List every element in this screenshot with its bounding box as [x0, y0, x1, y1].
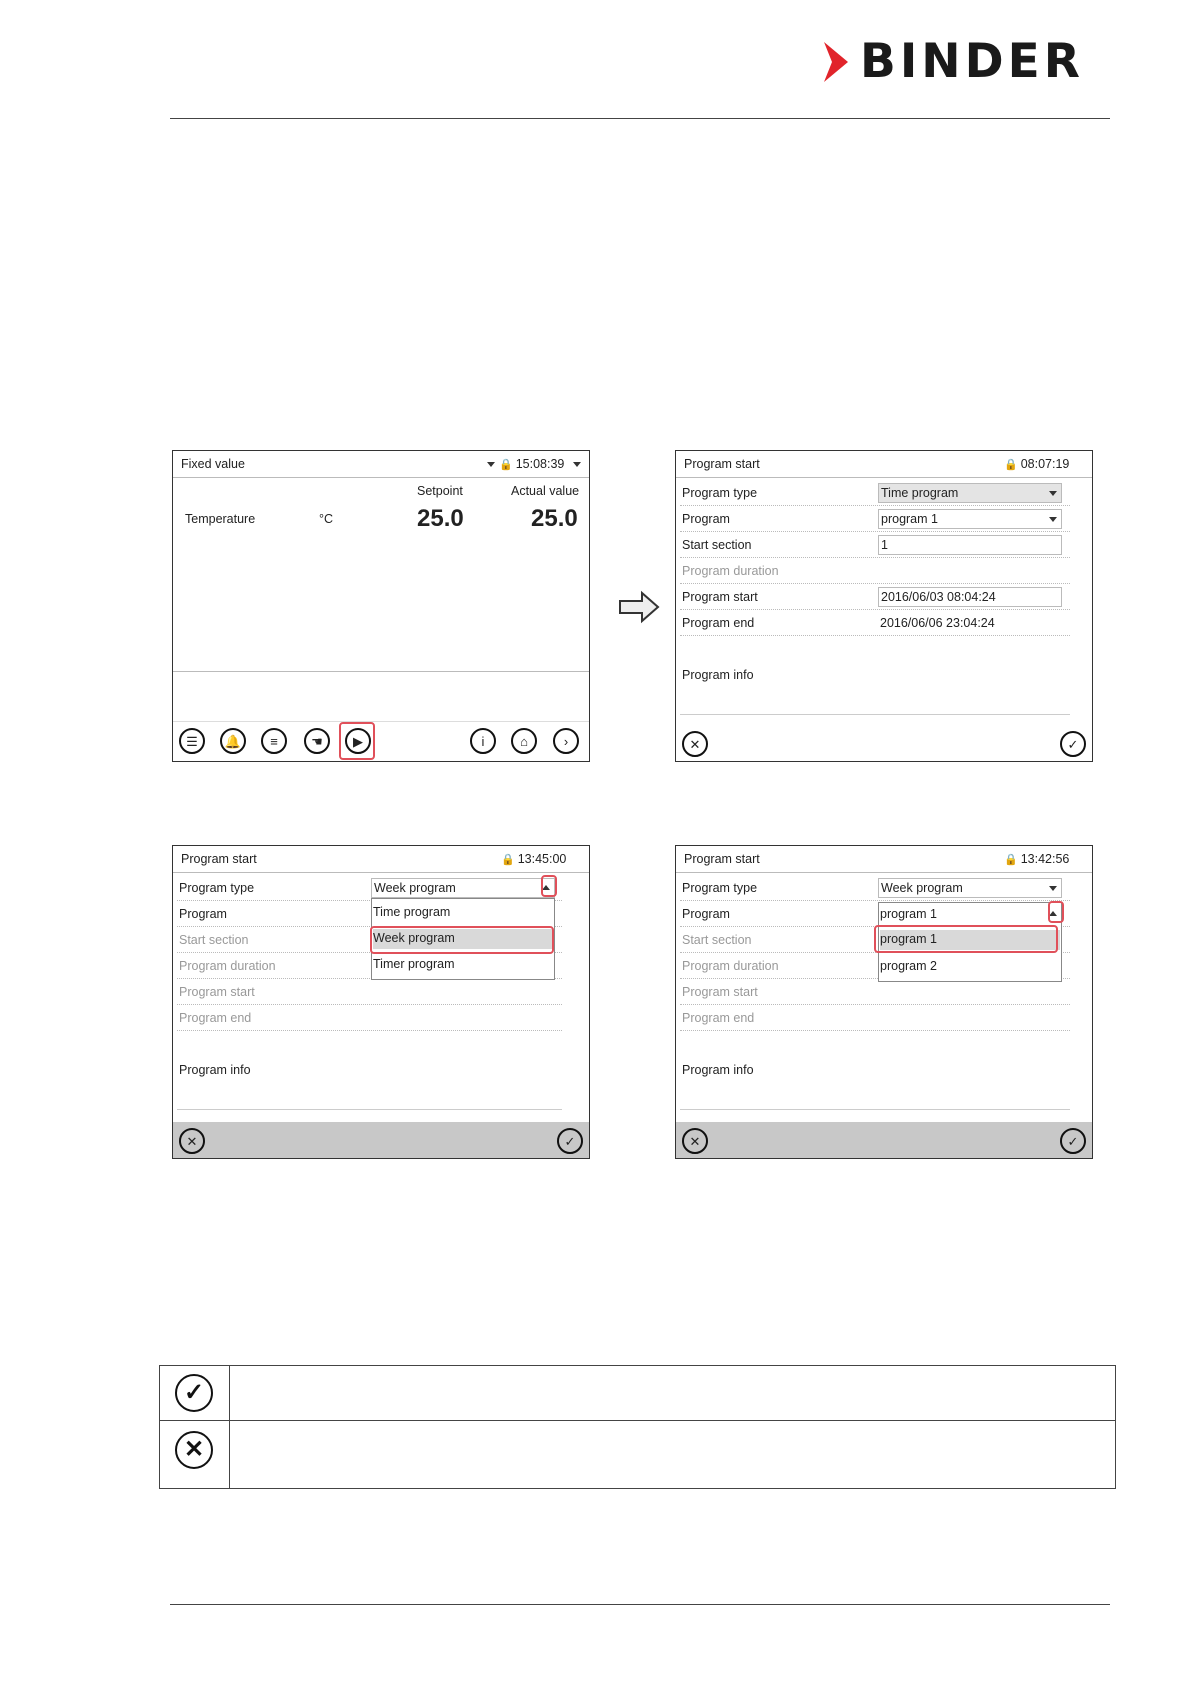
home-icon[interactable]: ⌂: [511, 728, 537, 754]
row-label: Program end: [682, 616, 755, 630]
menu-icon[interactable]: ☰: [179, 728, 205, 754]
row-label: Program duration: [179, 959, 276, 973]
row-label: Program duration: [682, 564, 779, 578]
program-info-label: Program info: [682, 1063, 754, 1077]
next-icon[interactable]: ›: [553, 728, 579, 754]
divider: [177, 1109, 562, 1110]
temperature-label: Temperature: [185, 512, 256, 526]
row-label: Program start: [682, 985, 758, 999]
checkmark-icon[interactable]: ✓: [557, 1128, 583, 1154]
row-label: Program start: [682, 590, 758, 604]
clock: [1004, 457, 1069, 471]
icon-legend-table: [159, 1365, 1116, 1489]
select-value: program 1: [881, 512, 938, 526]
divider: [173, 721, 589, 722]
program-type-select[interactable]: [878, 483, 1062, 503]
notes-icon[interactable]: ≡: [261, 728, 287, 754]
row-program-type: [680, 481, 1070, 506]
program-type-select[interactable]: [878, 878, 1062, 898]
clock-text: 15:08:39: [515, 457, 565, 471]
dropdown-option[interactable]: program 2: [880, 959, 937, 973]
divider: [680, 714, 1070, 715]
titlebar: [676, 451, 1092, 478]
unit-label: °C: [319, 512, 334, 526]
lock-icon: 🔒: [1004, 459, 1018, 471]
row-label: Start section: [682, 538, 752, 552]
bottom-bar: [676, 725, 1092, 761]
dropdown-option-selected[interactable]: Week program: [373, 929, 553, 949]
chevron-down-icon: [1049, 886, 1057, 891]
select-value: Week program: [881, 881, 963, 895]
row-label: Program start: [179, 985, 255, 999]
row-program-duration: [680, 559, 1070, 584]
row-label: Start section: [682, 933, 752, 947]
chevron-down-icon[interactable]: [573, 462, 581, 467]
highlight-frame: [1048, 901, 1064, 923]
titlebar: [173, 451, 589, 478]
highlight-frame: [541, 875, 557, 897]
row-label: Program end: [682, 1011, 755, 1025]
screen-program-type-dropdown: [172, 845, 590, 1159]
column-divider: [229, 1366, 230, 1488]
bottom-bar: [173, 1122, 589, 1158]
screen-program-start: [675, 450, 1093, 762]
highlight-frame: [339, 722, 375, 760]
screen-title: Program start: [684, 457, 760, 471]
actual-value-header: Actual value: [511, 484, 580, 498]
row-label: Program duration: [682, 959, 779, 973]
row-label: Program type: [682, 881, 758, 895]
row-program-end: [680, 1006, 1070, 1031]
clock: [1004, 852, 1069, 866]
row-program: [680, 507, 1070, 532]
clock-text: 13:45:00: [517, 852, 567, 866]
header-rule: [170, 118, 1110, 119]
start-section-input[interactable]: [878, 535, 1062, 555]
lock-icon: 🔒: [501, 854, 515, 866]
binder-logo-mark: [822, 40, 850, 84]
select-value: Time program: [881, 486, 959, 500]
manual-icon[interactable]: ☚: [304, 728, 330, 754]
row-program-type: [680, 876, 1070, 901]
row-label: Program: [682, 907, 730, 921]
program-end-value: 2016/06/06 23:04:24: [880, 616, 995, 630]
row-program-end: [177, 1006, 562, 1031]
actual-value: 25.0: [531, 505, 578, 532]
cancel-icon[interactable]: ✕: [682, 731, 708, 757]
row-program-start: [680, 980, 1070, 1005]
program-start-icon[interactable]: ▶: [345, 728, 371, 754]
chevron-down-icon: [1049, 517, 1057, 522]
row-label: Start section: [179, 933, 249, 947]
screen-title: Program start: [684, 852, 760, 866]
divider: [680, 1109, 1070, 1110]
info-icon[interactable]: i: [470, 728, 496, 754]
screen-title: Fixed value: [181, 457, 245, 471]
lock-icon: 🔒: [1004, 854, 1018, 866]
program-select[interactable]: [878, 509, 1062, 529]
select-value: Week program: [374, 881, 456, 895]
arrow-right-icon: [618, 590, 660, 624]
program-type-select[interactable]: [371, 878, 555, 898]
screen-fixed-value: [172, 450, 590, 762]
program-start-input[interactable]: [878, 587, 1062, 607]
checkmark-icon[interactable]: ✓: [1060, 1128, 1086, 1154]
row-label: Program end: [179, 1011, 252, 1025]
row-program-start: [680, 585, 1070, 610]
cancel-icon: ✕: [175, 1431, 213, 1469]
checkmark-icon: ✓: [175, 1374, 213, 1412]
cancel-icon[interactable]: ✕: [682, 1128, 708, 1154]
cancel-icon[interactable]: ✕: [179, 1128, 205, 1154]
screen-program-dropdown: [675, 845, 1093, 1159]
row-label: Program: [682, 512, 730, 526]
row-divider: [160, 1420, 1115, 1421]
row-program-start: [177, 980, 562, 1005]
program-info-label: Program info: [682, 668, 754, 682]
dropdown-option[interactable]: Time program: [373, 905, 451, 919]
titlebar: [173, 846, 589, 873]
chevron-down-icon: [1049, 491, 1057, 496]
highlight-frame: [370, 926, 554, 954]
bottom-bar: [676, 1122, 1092, 1158]
input-value: 2016/06/03 08:04:24: [881, 590, 996, 604]
divider: [173, 671, 589, 672]
setpoint-header: Setpoint: [417, 484, 463, 498]
dropdown-option[interactable]: Timer program: [373, 957, 455, 971]
lock-icon: 🔒: [499, 459, 513, 471]
binder-logo: [822, 34, 1084, 89]
row-label: Program type: [179, 881, 255, 895]
clock-text: 13:42:56: [1020, 852, 1070, 866]
program-info-label: Program info: [179, 1063, 251, 1077]
dropdown-option[interactable]: program 1: [880, 907, 937, 921]
row-start-section: [680, 533, 1070, 558]
input-value: 1: [881, 538, 888, 552]
titlebar: [676, 846, 1092, 873]
row-label: Program type: [682, 486, 758, 500]
setpoint-value[interactable]: 25.0: [417, 505, 464, 532]
row-program-end: [680, 611, 1070, 636]
highlight-frame: [874, 925, 1058, 953]
brand-name: BINDER: [860, 34, 1084, 89]
dropdown-option-selected[interactable]: program 1: [880, 930, 1060, 950]
checkmark-icon[interactable]: ✓: [1060, 731, 1086, 757]
clock-text: 08:07:19: [1020, 457, 1070, 471]
chevron-down-icon[interactable]: [487, 462, 495, 467]
row-label: Program: [179, 907, 227, 921]
clock: [499, 457, 564, 471]
footer-rule: [170, 1604, 1110, 1605]
clock: [501, 852, 566, 866]
alarm-icon[interactable]: 🔔: [220, 728, 246, 754]
screen-title: Program start: [181, 852, 257, 866]
